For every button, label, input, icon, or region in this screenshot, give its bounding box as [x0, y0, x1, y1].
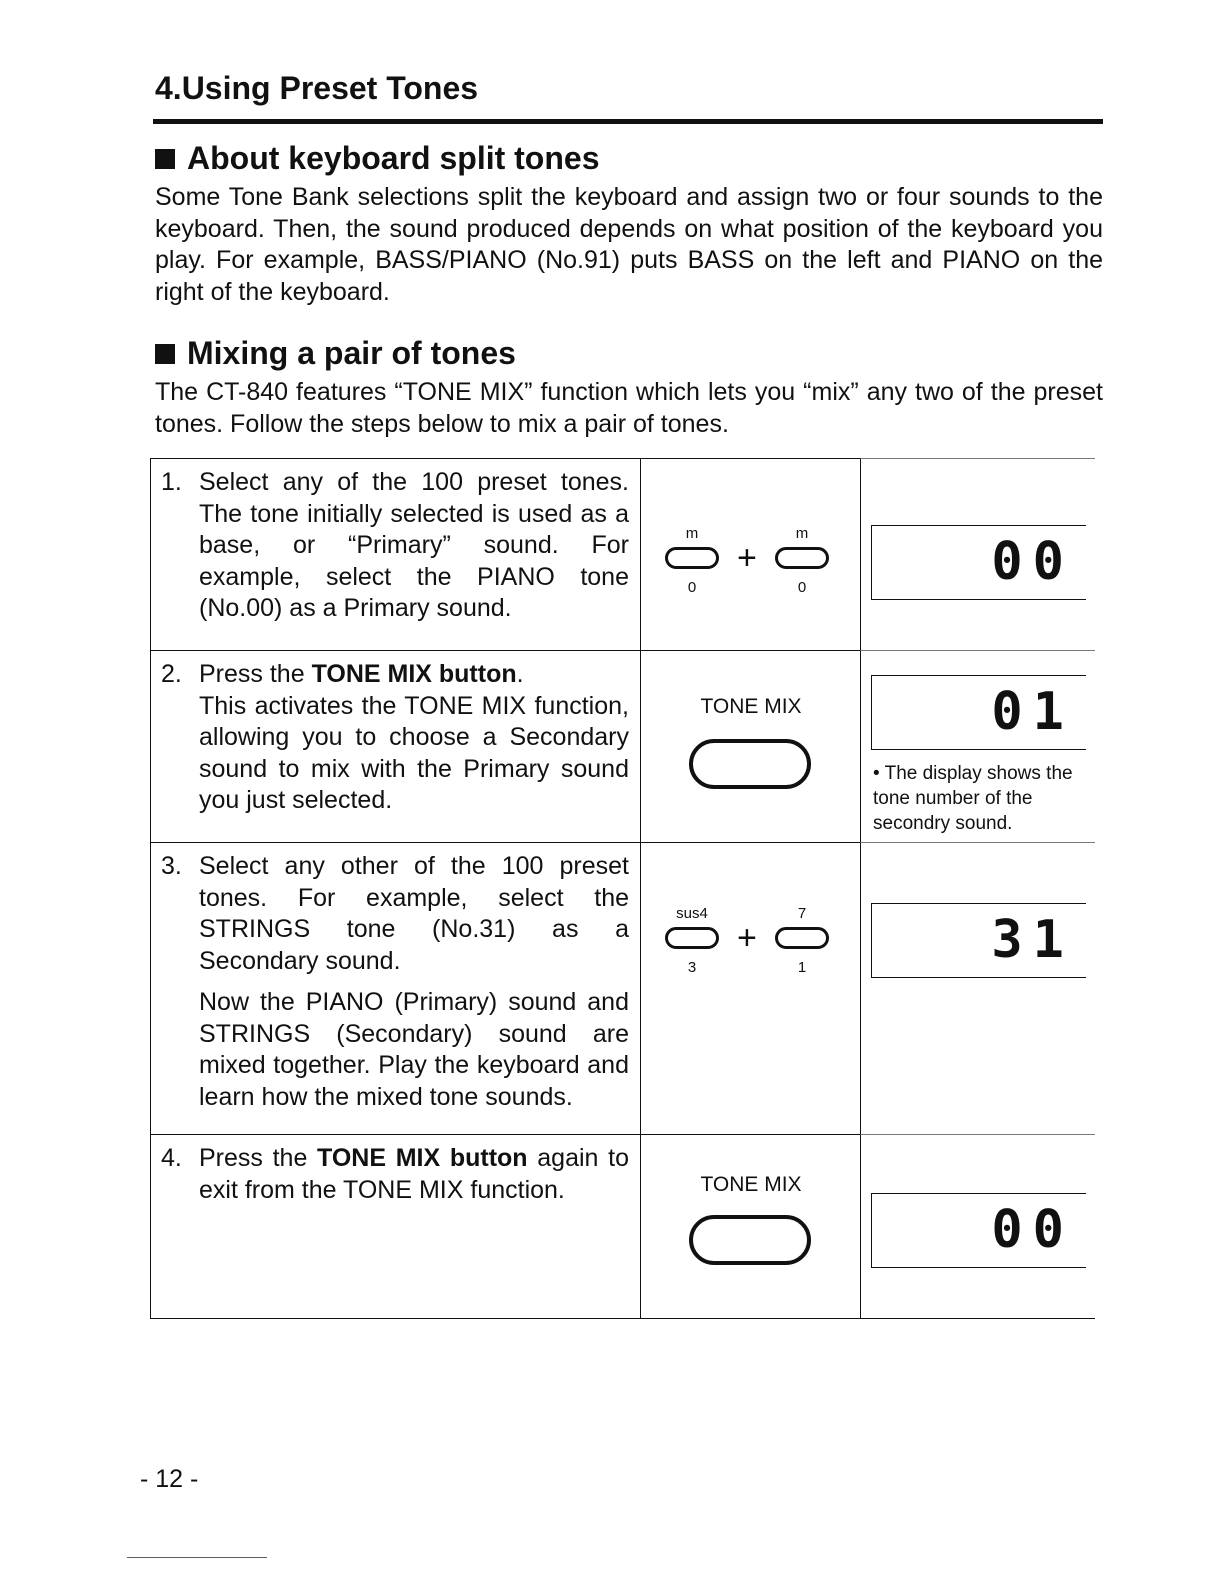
- step-display-cell: [860, 1134, 1095, 1318]
- step-number: 4.: [161, 1144, 182, 1172]
- display-note: • The display shows the tone number of the secondry sound.: [873, 763, 1073, 834]
- page-number: - 12 -: [140, 1465, 199, 1493]
- step-row-4: [150, 1134, 1095, 1318]
- step-text-cell: [150, 458, 640, 650]
- tone-key-button[interactable]: [665, 927, 719, 949]
- step-text: Select any other of the 100 preset tones. For example, select the STRINGS tone (No.31) as a Secondary sound.: [199, 852, 629, 975]
- tone-mix-button[interactable]: [689, 739, 811, 789]
- button-combo: [641, 519, 861, 609]
- key-top-label: m: [795, 525, 809, 542]
- step-display-cell: [860, 458, 1095, 650]
- bullet-square-icon: [155, 344, 175, 364]
- step-text-cell: [150, 842, 640, 1134]
- plus-icon: +: [737, 919, 757, 957]
- lcd-display: [871, 903, 1086, 978]
- table-bottom-rule: [150, 1318, 1095, 1319]
- step-row-1: [150, 458, 1095, 650]
- steps-table: [150, 458, 1095, 1320]
- section-body-mixing: The CT-840 features “TONE MIX” function which lets you “mix” any two of the preset tones. Follow the steps below to mix a pair of tones.: [155, 378, 1103, 438]
- lcd-display: [871, 1193, 1086, 1268]
- lcd-digits: 00: [991, 1200, 1074, 1260]
- key-top-label: m: [685, 525, 699, 542]
- plus-icon: +: [737, 539, 757, 577]
- step-button-cell: [640, 842, 860, 1134]
- step-text: Now the PIANO (Primary) sound and STRINGS (Secondary) sound are mixed together. Play the keyboard and learn how the mixed tone sounds.: [199, 988, 629, 1111]
- tone-key-button[interactable]: [775, 927, 829, 949]
- step-text-bold: TONE MIX button: [311, 660, 517, 688]
- footer-line: [127, 1557, 267, 1558]
- step-text: This activates the TONE MIX function, allowing you to choose a Secondary sound to mix with the Primary sound you just selected.: [199, 691, 629, 814]
- key-bottom-label: 0: [687, 579, 697, 596]
- step-button-cell: [640, 650, 860, 842]
- step-text-post: again to exit from the TONE MIX function.: [199, 1144, 629, 1204]
- key-top-label: 7: [797, 905, 807, 922]
- lcd-display: [871, 675, 1086, 750]
- lcd-digits: 01: [991, 682, 1074, 742]
- step-number: 2.: [161, 660, 182, 688]
- section-heading-split-tones: [155, 140, 599, 177]
- lcd-display: [871, 525, 1086, 600]
- step-text-pre: Press the: [199, 1144, 318, 1172]
- section-heading-text: Mixing a pair of tones: [187, 335, 516, 371]
- step-row-2: [150, 650, 1095, 842]
- step-text: Select any of the 100 preset tones. The tone initially selected is used as a base, or “Primary” sound. For example, select the PIANO tone (No.00) as a Primary sound.: [199, 468, 629, 622]
- tone-mix-button[interactable]: [689, 1215, 811, 1265]
- step-text-cell: [150, 650, 640, 842]
- step-text-bold: TONE MIX button: [317, 1144, 528, 1172]
- title-rule: [153, 119, 1103, 124]
- key-top-label: sus4: [676, 905, 708, 922]
- section-heading-text: About keyboard split tones: [187, 140, 600, 176]
- tone-key-button[interactable]: [775, 547, 829, 569]
- button-label: TONE MIX: [700, 695, 802, 718]
- lcd-digits: 31: [991, 910, 1074, 970]
- section-heading-mixing: [155, 335, 516, 372]
- button-label: TONE MIX: [700, 1173, 802, 1196]
- key-bottom-label: 0: [797, 579, 807, 596]
- step-button-cell: [640, 1134, 860, 1318]
- step-text-post: .: [516, 660, 524, 688]
- key-bottom-label: 3: [687, 959, 697, 976]
- tone-key-button[interactable]: [665, 547, 719, 569]
- step-row-3: [150, 842, 1095, 1134]
- key-bottom-label: 1: [797, 959, 807, 976]
- step-display-cell: [860, 650, 1095, 842]
- step-instruction: [199, 659, 629, 691]
- step-text-pre: Press the: [199, 660, 312, 688]
- step-text-cell: [150, 1134, 640, 1318]
- button-combo: [641, 899, 861, 989]
- lcd-digits: 00: [991, 532, 1074, 592]
- step-number: 3.: [161, 852, 182, 880]
- bullet-square-icon: [155, 149, 175, 169]
- section-body-split-tones: Some Tone Bank selections split the keyboard and assign two or four sounds to the keyboard. Then, the sound produced depends on what position of the keyboard you play. For example, BASS/PIANO (No.91) puts BASS on the left and PIANO on the right of the keyboard.: [155, 183, 1103, 306]
- step-display-cell: [860, 842, 1095, 1134]
- step-number: 1.: [161, 468, 182, 496]
- page-title: 4.Using Preset Tones: [155, 70, 479, 106]
- step-instruction: [199, 1143, 629, 1206]
- step-button-cell: [640, 458, 860, 650]
